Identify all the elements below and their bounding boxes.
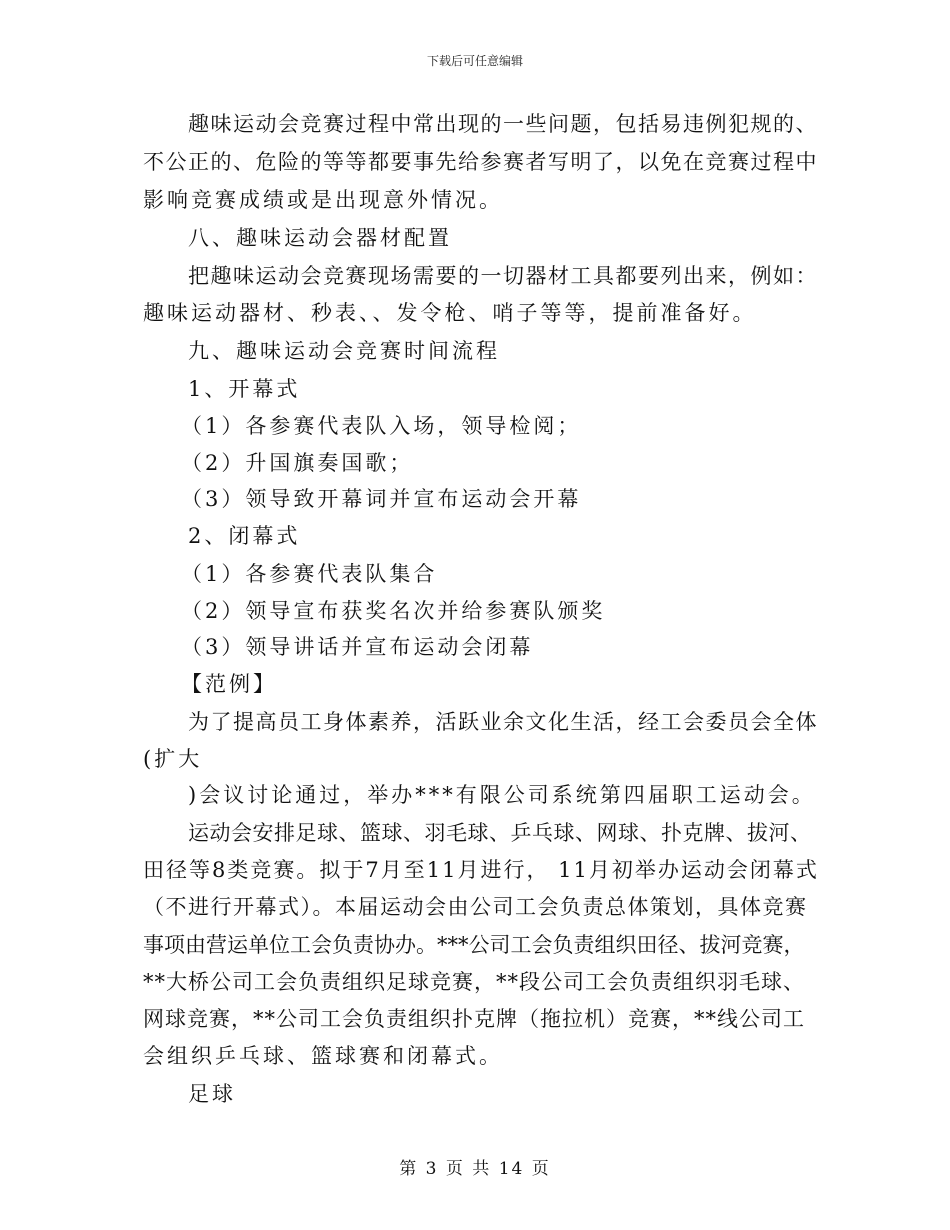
list-item: （3）领导讲话并宣布运动会闭幕 [181,635,534,659]
paragraph-line: **大桥公司工会负责组织足球竞赛，**段公司工会负责组织羽毛球、 [143,970,805,994]
section-heading: 九、趣味运动会竞赛时间流程 [188,339,500,363]
page-header: 下载后可任意编辑 [426,54,523,68]
paragraph-line: （不进行开幕式）。本届运动会由公司工会负责总体策划，具体竞赛 [143,895,808,919]
list-item: （1）各参赛代表队集合 [181,562,438,586]
paragraph-line: 趣味运动会竞赛过程中常出现的一些问题，包括易违例犯规的、 [188,112,818,136]
subsection-heading: 足球 [188,1082,236,1106]
section-heading: 八、趣味运动会器材配置 [188,226,452,250]
paragraph-line: 把趣味运动会竞赛现场需要的一切器材工具都要列出来，例如： [188,264,818,288]
paragraph-line: 运动会安排足球、篮球、羽毛球、乒乓球、网球、扑克牌、拔河、 [188,821,812,845]
paragraph-line: (扩大 [143,747,203,771]
paragraph-line: 网球竞赛，**公司工会负责组织扑克牌（拖拉机）竞赛，**线公司工 [143,1007,805,1031]
paragraph-line: 不公正的、危险的等等都要事先给参赛者写明了，以免在竞赛过程中 [143,150,818,174]
list-item: （2）升国旗奏国歌； [181,451,414,475]
list-item: （1）各参赛代表队入场，领导检阅； [181,414,582,438]
subsection-heading: 1、开幕式 [188,377,301,401]
paragraph-line: 影响竞赛成绩或是出现意外情况。 [143,188,503,212]
paragraph-line: 为了提高员工身体素养，活跃业余文化生活，经工会委员会全体 [188,710,818,734]
paragraph-line: 趣味运动器材、秒表、、发令枪、哨子等等，提前准备好。 [143,301,757,325]
subsection-heading: 2、闭幕式 [188,524,301,548]
example-heading: 【范例】 [181,672,277,696]
paragraph-line: 事项由营运单位工会负责协办。***公司工会负责组织田径、拔河竞赛， [143,933,805,957]
list-item: （2）领导宣布获奖名次并给参赛队颁奖 [181,599,606,623]
paragraph-line: )会议讨论通过，举办***有限公司系统第四届职工运动会。 [188,783,816,807]
paragraph-line: 会组织乒乓球、篮球赛和闭幕式。 [143,1044,503,1068]
paragraph-line: 田径等8类竞赛。拟于7月至11月进行， 11月初举办运动会闭幕式 [143,858,819,882]
page-footer: 第 3 页 共 14 页 [399,1159,551,1179]
list-item: （3）领导致开幕词并宣布运动会开幕 [181,487,582,511]
